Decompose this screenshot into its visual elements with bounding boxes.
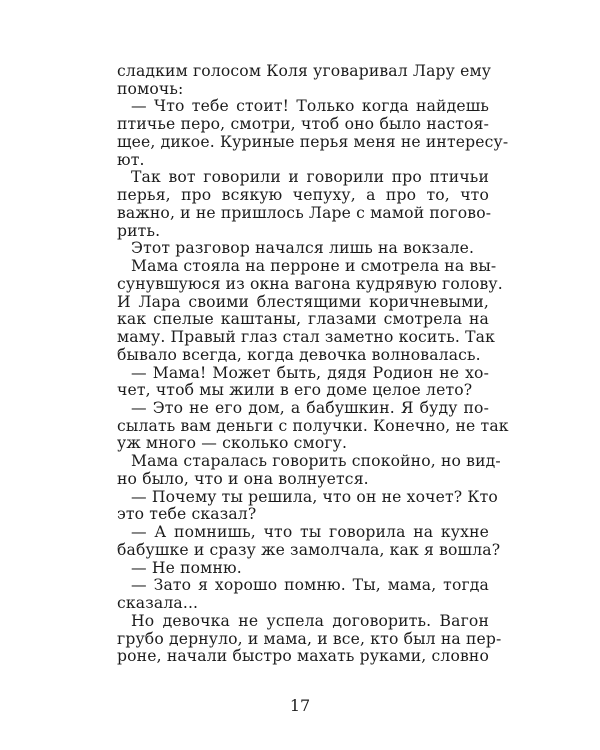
text-line: сказала...: [117, 594, 199, 613]
text-line: — Зато я хорошо помню. Ты, мама, тогда: [131, 576, 489, 595]
text-line: рить.: [117, 221, 161, 240]
text-line: сунувшуюся из окна вагона кудрявую голову.: [117, 274, 503, 293]
text-line: Мама стояла на перроне и смотрела на вы-: [131, 257, 497, 276]
page-number: 17: [289, 696, 311, 715]
text-line: — Не помню.: [131, 558, 242, 577]
text-line: щее, дикое. Куриные перья меня не интересу-: [117, 132, 509, 151]
text-line: — Это не его дом, а бабушкин. Я буду по-: [131, 398, 489, 417]
text-line: сладким голосом Коля уговаривал Лару ему: [117, 62, 492, 80]
text-line: — А помнишь, что ты говорила на кухне: [131, 523, 489, 542]
text-line: И Лара своими блестящими коричневыми,: [117, 292, 489, 311]
text-line: но было, что и она волнуется.: [117, 469, 369, 488]
text-line: перья, про всякую чепуху, а про то, что: [117, 186, 489, 205]
text-line: Так вот говорили и говорили про птичьи: [131, 168, 489, 187]
text-line: важно, и не пришлось Ларе с мамой погово-: [117, 203, 492, 222]
text-line: уж много — сколько смогу.: [117, 434, 348, 453]
text-line: маму. Правый глаз стал заметно косить. Так: [117, 328, 495, 347]
text-line: Мама старалась говорить спокойно, но вид-: [131, 452, 501, 471]
text-line: бабушке и сразу же замолчала, как я вошла?: [117, 540, 501, 559]
text-line: как спелые каштаны, глазами смотрела на: [117, 310, 489, 329]
text-line: роне, начали быстро махать руками, словно: [117, 647, 489, 666]
text-line: чет, чтоб мы жили в его доме целое лето?: [117, 381, 473, 400]
text-line: — Что тебе стоит! Только когда найдешь: [131, 97, 489, 116]
text-line: Но девочка не успела договорить. Вагон: [131, 611, 489, 630]
text-line: сылать вам деньги с получки. Конечно, не так: [117, 416, 509, 435]
text-line: — Почему ты решила, что он не хочет? Кто: [131, 487, 498, 506]
text-line: птичье перо, смотри, чтоб оно было настоя-: [117, 115, 489, 134]
text-line: Этот разговор начался лишь на вокзале.: [131, 239, 475, 258]
text-line: бывало всегда, когда девочка волновалась.: [117, 345, 481, 364]
text-line: — Мама! Может быть, дядя Родион не хо-: [131, 363, 489, 382]
text-line: ют.: [117, 150, 145, 169]
text-line: грубо дернуло, и мама, и все, кто был на пер-: [117, 629, 502, 648]
text-line: это тебе сказал?: [117, 505, 257, 524]
text-line: помочь:: [117, 79, 184, 98]
